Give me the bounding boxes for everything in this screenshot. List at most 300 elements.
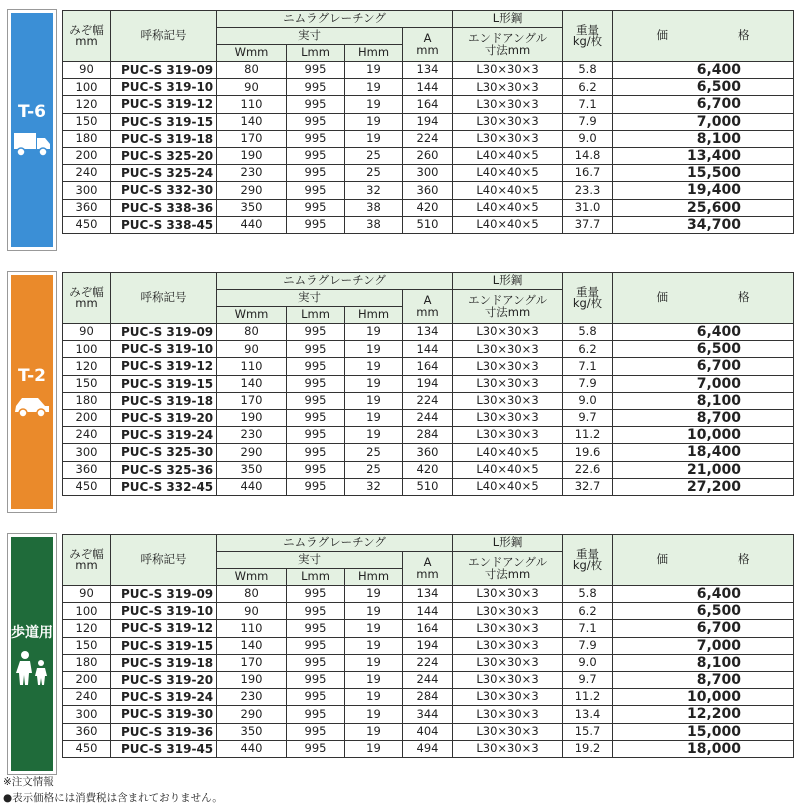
table-row: [63, 740, 794, 757]
cell-h: 19: [345, 113, 403, 130]
cell-end-angle: L30×30×3: [453, 392, 563, 409]
table-row: [63, 723, 794, 740]
header-weight-label: 重量: [576, 284, 600, 299]
cell-code: PUC-S 325-30: [111, 444, 217, 461]
cell-w: 90: [217, 603, 287, 620]
cell-price: 12,200: [613, 706, 794, 723]
cell-end-angle: L30×30×3: [453, 375, 563, 392]
cell-code: PUC-S 319-36: [111, 723, 217, 740]
cell-w: 80: [217, 324, 287, 341]
table-row: [63, 165, 794, 182]
cell-h: 19: [345, 96, 403, 113]
cell-w: 170: [217, 130, 287, 147]
cell-l: 995: [287, 199, 345, 216]
cell-price: 19,400: [613, 182, 794, 199]
cell-a: 134: [403, 324, 453, 341]
cell-w: 350: [217, 461, 287, 478]
cell-w: 230: [217, 689, 287, 706]
cell-a: 224: [403, 130, 453, 147]
cell-h: 38: [345, 199, 403, 216]
cell-l: 995: [287, 706, 345, 723]
header-a-unit: mm: [416, 304, 439, 319]
cell-end-angle: L30×30×3: [453, 113, 563, 130]
cell-a: 144: [403, 603, 453, 620]
cell-end-angle: L40×40×5: [453, 444, 563, 461]
header-end-angle-label: エンドアングル: [467, 31, 548, 45]
cell-w: 110: [217, 620, 287, 637]
cell-l: 995: [287, 392, 345, 409]
header-h: Hmm: [345, 307, 403, 324]
cell-h: 19: [345, 392, 403, 409]
cell-a: 260: [403, 147, 453, 164]
header-code: 呼称記号: [111, 273, 217, 324]
cell-code: PUC-S 325-24: [111, 165, 217, 182]
order-info-note: ※注文情報: [3, 776, 54, 788]
cell-groove-width: 360: [63, 199, 111, 216]
cell-weight: 22.6: [563, 461, 613, 478]
header-price: [613, 11, 794, 62]
cell-a: 494: [403, 740, 453, 757]
header-weight-label: 重量: [576, 546, 600, 561]
cell-h: 25: [345, 461, 403, 478]
header-grating: ニムラグレーチング: [217, 273, 453, 290]
cell-end-angle: L30×30×3: [453, 130, 563, 147]
cell-groove-width: 90: [63, 324, 111, 341]
cell-price: 6,700: [613, 358, 794, 375]
header-price-char1: 価: [656, 552, 669, 567]
cell-code: PUC-S 319-18: [111, 654, 217, 671]
cell-h: 19: [345, 654, 403, 671]
cell-a: 164: [403, 358, 453, 375]
cell-w: 80: [217, 586, 287, 603]
cell-h: 19: [345, 409, 403, 426]
cell-weight: 7.1: [563, 96, 613, 113]
tax-note: ●表示価格には消費税は含まれておりません。: [3, 792, 223, 804]
side-label-t2: [8, 272, 56, 512]
cell-end-angle: L30×30×3: [453, 324, 563, 341]
header-a-label: A: [423, 293, 432, 307]
cell-a: 420: [403, 199, 453, 216]
table-row: [63, 358, 794, 375]
table-row: [63, 62, 794, 79]
cell-price: 15,000: [613, 723, 794, 740]
header-actual: 実寸: [217, 552, 403, 569]
header-weight: [563, 273, 613, 324]
cell-l: 995: [287, 130, 345, 147]
cell-a: 244: [403, 671, 453, 688]
cell-l: 995: [287, 671, 345, 688]
cell-weight: 7.9: [563, 113, 613, 130]
cell-price: 7,000: [613, 375, 794, 392]
cell-a: 244: [403, 409, 453, 426]
cell-weight: 11.2: [563, 689, 613, 706]
table-row: [63, 671, 794, 688]
cell-price: 6,700: [613, 620, 794, 637]
table-row: [63, 130, 794, 147]
header-weight: [563, 535, 613, 586]
cell-h: 19: [345, 620, 403, 637]
table-row: [63, 461, 794, 478]
header-end-angle-unit: 寸法mm: [484, 42, 531, 57]
spec-table: [62, 272, 794, 496]
cell-h: 19: [345, 637, 403, 654]
cell-groove-width: 180: [63, 130, 111, 147]
cell-weight: 16.7: [563, 165, 613, 182]
cell-code: PUC-S 319-10: [111, 603, 217, 620]
cell-a: 510: [403, 478, 453, 495]
cell-weight: 13.4: [563, 706, 613, 723]
cell-h: 19: [345, 130, 403, 147]
cell-weight: 9.7: [563, 671, 613, 688]
cell-end-angle: L40×40×5: [453, 461, 563, 478]
table-row: [63, 427, 794, 444]
cell-groove-width: 450: [63, 216, 111, 233]
cell-price: 10,000: [613, 427, 794, 444]
cell-l: 995: [287, 216, 345, 233]
header-l: Lmm: [287, 45, 345, 62]
cell-code: PUC-S 325-20: [111, 147, 217, 164]
table-row: [63, 444, 794, 461]
cell-groove-width: 450: [63, 478, 111, 495]
cell-weight: 19.6: [563, 444, 613, 461]
cell-h: 32: [345, 478, 403, 495]
cell-h: 19: [345, 740, 403, 757]
table-row: [63, 79, 794, 96]
table-row: [63, 478, 794, 495]
header-price-char2: 格: [738, 290, 750, 305]
header-groove-width-unit: mm: [75, 296, 98, 310]
cell-end-angle: L30×30×3: [453, 654, 563, 671]
header-weight-unit: kg/枚: [572, 34, 603, 48]
table-row: [63, 689, 794, 706]
table-row: [63, 147, 794, 164]
header-a-unit: mm: [416, 566, 439, 581]
cell-end-angle: L40×40×5: [453, 147, 563, 164]
cell-a: 360: [403, 182, 453, 199]
header-price: [613, 273, 794, 324]
cell-groove-width: 200: [63, 147, 111, 164]
cell-weight: 6.2: [563, 341, 613, 358]
cell-weight: 5.8: [563, 62, 613, 79]
cell-l: 995: [287, 375, 345, 392]
cell-weight: 9.0: [563, 130, 613, 147]
cell-weight: 11.2: [563, 427, 613, 444]
header-w: Wmm: [217, 569, 287, 586]
cell-groove-width: 180: [63, 392, 111, 409]
header-groove-width-unit: mm: [75, 34, 98, 48]
load-class-label: 歩道用: [11, 625, 53, 641]
cell-l: 995: [287, 654, 345, 671]
header-actual: 実寸: [217, 290, 403, 307]
header-weight: [563, 11, 613, 62]
cell-w: 140: [217, 113, 287, 130]
cell-groove-width: 240: [63, 165, 111, 182]
cell-a: 194: [403, 113, 453, 130]
table-row: [63, 182, 794, 199]
cell-weight: 37.7: [563, 216, 613, 233]
cell-end-angle: L40×40×5: [453, 182, 563, 199]
cell-code: PUC-S 319-10: [111, 341, 217, 358]
cell-w: 90: [217, 79, 287, 96]
header-price-char1: 価: [656, 290, 669, 305]
cell-weight: 7.1: [563, 620, 613, 637]
cell-groove-width: 150: [63, 637, 111, 654]
cell-end-angle: L30×30×3: [453, 603, 563, 620]
header-a: [403, 28, 453, 62]
cell-a: 164: [403, 96, 453, 113]
cell-code: PUC-S 319-12: [111, 620, 217, 637]
cell-l: 995: [287, 324, 345, 341]
car-icon: [13, 394, 51, 418]
cell-code: PUC-S 319-20: [111, 409, 217, 426]
cell-end-angle: L30×30×3: [453, 723, 563, 740]
cell-groove-width: 120: [63, 96, 111, 113]
cell-h: 19: [345, 723, 403, 740]
header-w: Wmm: [217, 45, 287, 62]
cell-groove-width: 300: [63, 182, 111, 199]
cell-code: PUC-S 338-36: [111, 199, 217, 216]
cell-weight: 6.2: [563, 79, 613, 96]
cell-groove-width: 100: [63, 603, 111, 620]
cell-price: 8,100: [613, 392, 794, 409]
cell-a: 144: [403, 79, 453, 96]
cell-price: 18,400: [613, 444, 794, 461]
cell-price: 6,500: [613, 79, 794, 96]
header-groove-width: [63, 11, 111, 62]
cell-price: 27,200: [613, 478, 794, 495]
header-actual: 実寸: [217, 28, 403, 45]
cell-code: PUC-S 319-18: [111, 392, 217, 409]
cell-end-angle: L30×30×3: [453, 62, 563, 79]
cell-code: PUC-S 319-12: [111, 358, 217, 375]
cell-l: 995: [287, 358, 345, 375]
cell-price: 6,500: [613, 341, 794, 358]
header-h: Hmm: [345, 45, 403, 62]
cell-w: 140: [217, 637, 287, 654]
cell-code: PUC-S 319-15: [111, 113, 217, 130]
cell-a: 224: [403, 654, 453, 671]
cell-code: PUC-S 332-30: [111, 182, 217, 199]
cell-h: 19: [345, 671, 403, 688]
cell-price: 6,500: [613, 603, 794, 620]
header-end-angle: [453, 28, 563, 62]
table-row: [63, 706, 794, 723]
cell-a: 134: [403, 586, 453, 603]
cell-groove-width: 300: [63, 444, 111, 461]
header-price: [613, 535, 794, 586]
cell-w: 350: [217, 723, 287, 740]
cell-l: 995: [287, 689, 345, 706]
cell-w: 440: [217, 478, 287, 495]
table-row: [63, 324, 794, 341]
cell-weight: 6.2: [563, 603, 613, 620]
cell-price: 7,000: [613, 637, 794, 654]
cell-code: PUC-S 319-45: [111, 740, 217, 757]
header-angle: L形鋼: [453, 535, 563, 552]
header-end-angle-unit: 寸法mm: [484, 566, 531, 581]
cell-w: 230: [217, 427, 287, 444]
load-class-label: T-2: [18, 366, 46, 386]
table-row: [63, 113, 794, 130]
cell-w: 350: [217, 199, 287, 216]
cell-l: 995: [287, 341, 345, 358]
header-angle: L形鋼: [453, 273, 563, 290]
header-weight-unit: kg/枚: [572, 558, 603, 572]
cell-w: 290: [217, 706, 287, 723]
header-angle: L形鋼: [453, 11, 563, 28]
cell-w: 110: [217, 96, 287, 113]
header-end-angle-unit: 寸法mm: [484, 304, 531, 319]
header-end-angle: [453, 552, 563, 586]
cell-code: PUC-S 319-09: [111, 324, 217, 341]
cell-code: PUC-S 319-15: [111, 375, 217, 392]
cell-weight: 32.7: [563, 478, 613, 495]
cell-weight: 14.8: [563, 147, 613, 164]
cell-code: PUC-S 319-12: [111, 96, 217, 113]
cell-code: PUC-S 325-36: [111, 461, 217, 478]
cell-end-angle: L40×40×5: [453, 199, 563, 216]
cell-w: 290: [217, 182, 287, 199]
section-sidewalk: [8, 534, 794, 774]
cell-w: 170: [217, 654, 287, 671]
cell-a: 344: [403, 706, 453, 723]
cell-end-angle: L30×30×3: [453, 96, 563, 113]
header-a-label: A: [423, 555, 432, 569]
header-groove-width-label: みぞ幅: [69, 284, 104, 299]
cell-groove-width: 240: [63, 427, 111, 444]
cell-l: 995: [287, 740, 345, 757]
cell-end-angle: L30×30×3: [453, 409, 563, 426]
cell-a: 144: [403, 341, 453, 358]
cell-weight: 9.0: [563, 392, 613, 409]
spec-table: [62, 534, 794, 758]
table-row: [63, 620, 794, 637]
cell-price: 6,400: [613, 586, 794, 603]
cell-price: 8,100: [613, 130, 794, 147]
header-price-char2: 格: [738, 552, 750, 567]
cell-l: 995: [287, 461, 345, 478]
cell-l: 995: [287, 79, 345, 96]
cell-l: 995: [287, 620, 345, 637]
header-weight-label: 重量: [576, 22, 600, 37]
header-groove-width-label: みぞ幅: [69, 546, 104, 561]
header-a-label: A: [423, 31, 432, 45]
cell-h: 19: [345, 706, 403, 723]
cell-l: 995: [287, 113, 345, 130]
section-t6: [8, 10, 794, 250]
cell-w: 440: [217, 740, 287, 757]
cell-h: 19: [345, 689, 403, 706]
cell-price: 6,400: [613, 62, 794, 79]
cell-price: 21,000: [613, 461, 794, 478]
cell-end-angle: L30×30×3: [453, 427, 563, 444]
cell-end-angle: L30×30×3: [453, 586, 563, 603]
cell-price: 6,700: [613, 96, 794, 113]
cell-end-angle: L30×30×3: [453, 358, 563, 375]
cell-code: PUC-S 319-09: [111, 586, 217, 603]
cell-w: 290: [217, 444, 287, 461]
cell-a: 164: [403, 620, 453, 637]
table-row: [63, 375, 794, 392]
cell-price: 10,000: [613, 689, 794, 706]
header-a-unit: mm: [416, 42, 439, 57]
cell-h: 25: [345, 165, 403, 182]
cell-end-angle: L40×40×5: [453, 216, 563, 233]
header-price-char1: 価: [656, 28, 669, 43]
cell-groove-width: 300: [63, 706, 111, 723]
side-label-sidewalk: [8, 534, 56, 774]
cell-a: 284: [403, 427, 453, 444]
cell-price: 7,000: [613, 113, 794, 130]
cell-w: 190: [217, 409, 287, 426]
cell-w: 110: [217, 358, 287, 375]
cell-code: PUC-S 319-15: [111, 637, 217, 654]
header-end-angle-label: エンドアングル: [467, 555, 548, 569]
cell-h: 19: [345, 427, 403, 444]
cell-l: 995: [287, 165, 345, 182]
cell-groove-width: 360: [63, 723, 111, 740]
cell-h: 19: [345, 358, 403, 375]
header-l: Lmm: [287, 307, 345, 324]
cell-a: 510: [403, 216, 453, 233]
header-end-angle-label: エンドアングル: [467, 293, 548, 307]
table-row: [63, 341, 794, 358]
cell-price: 18,000: [613, 740, 794, 757]
cell-code: PUC-S 332-45: [111, 478, 217, 495]
cell-end-angle: L30×30×3: [453, 706, 563, 723]
cell-groove-width: 200: [63, 671, 111, 688]
cell-code: PUC-S 319-20: [111, 671, 217, 688]
cell-weight: 5.8: [563, 324, 613, 341]
cell-h: 38: [345, 216, 403, 233]
cell-w: 140: [217, 375, 287, 392]
cell-h: 19: [345, 62, 403, 79]
header-w: Wmm: [217, 307, 287, 324]
cell-l: 995: [287, 444, 345, 461]
cell-price: 15,500: [613, 165, 794, 182]
cell-groove-width: 200: [63, 409, 111, 426]
header-code: 呼称記号: [111, 11, 217, 62]
cell-w: 440: [217, 216, 287, 233]
cell-a: 404: [403, 723, 453, 740]
header-groove-width: [63, 273, 111, 324]
cell-end-angle: L40×40×5: [453, 478, 563, 495]
cell-l: 995: [287, 62, 345, 79]
cell-l: 995: [287, 478, 345, 495]
cell-w: 80: [217, 62, 287, 79]
cell-groove-width: 100: [63, 341, 111, 358]
cell-a: 194: [403, 637, 453, 654]
cell-a: 194: [403, 375, 453, 392]
cell-groove-width: 100: [63, 79, 111, 96]
cell-groove-width: 180: [63, 654, 111, 671]
cell-groove-width: 120: [63, 358, 111, 375]
table-row: [63, 216, 794, 233]
cell-weight: 23.3: [563, 182, 613, 199]
header-groove-width: [63, 535, 111, 586]
table-row: [63, 586, 794, 603]
cell-weight: 31.0: [563, 199, 613, 216]
cell-weight: 19.2: [563, 740, 613, 757]
cell-end-angle: L30×30×3: [453, 620, 563, 637]
header-groove-width-label: みぞ幅: [69, 22, 104, 37]
truck-icon: [13, 130, 51, 158]
cell-end-angle: L40×40×5: [453, 165, 563, 182]
cell-l: 995: [287, 603, 345, 620]
header-grating: ニムラグレーチング: [217, 535, 453, 552]
cell-a: 360: [403, 444, 453, 461]
cell-code: PUC-S 319-18: [111, 130, 217, 147]
